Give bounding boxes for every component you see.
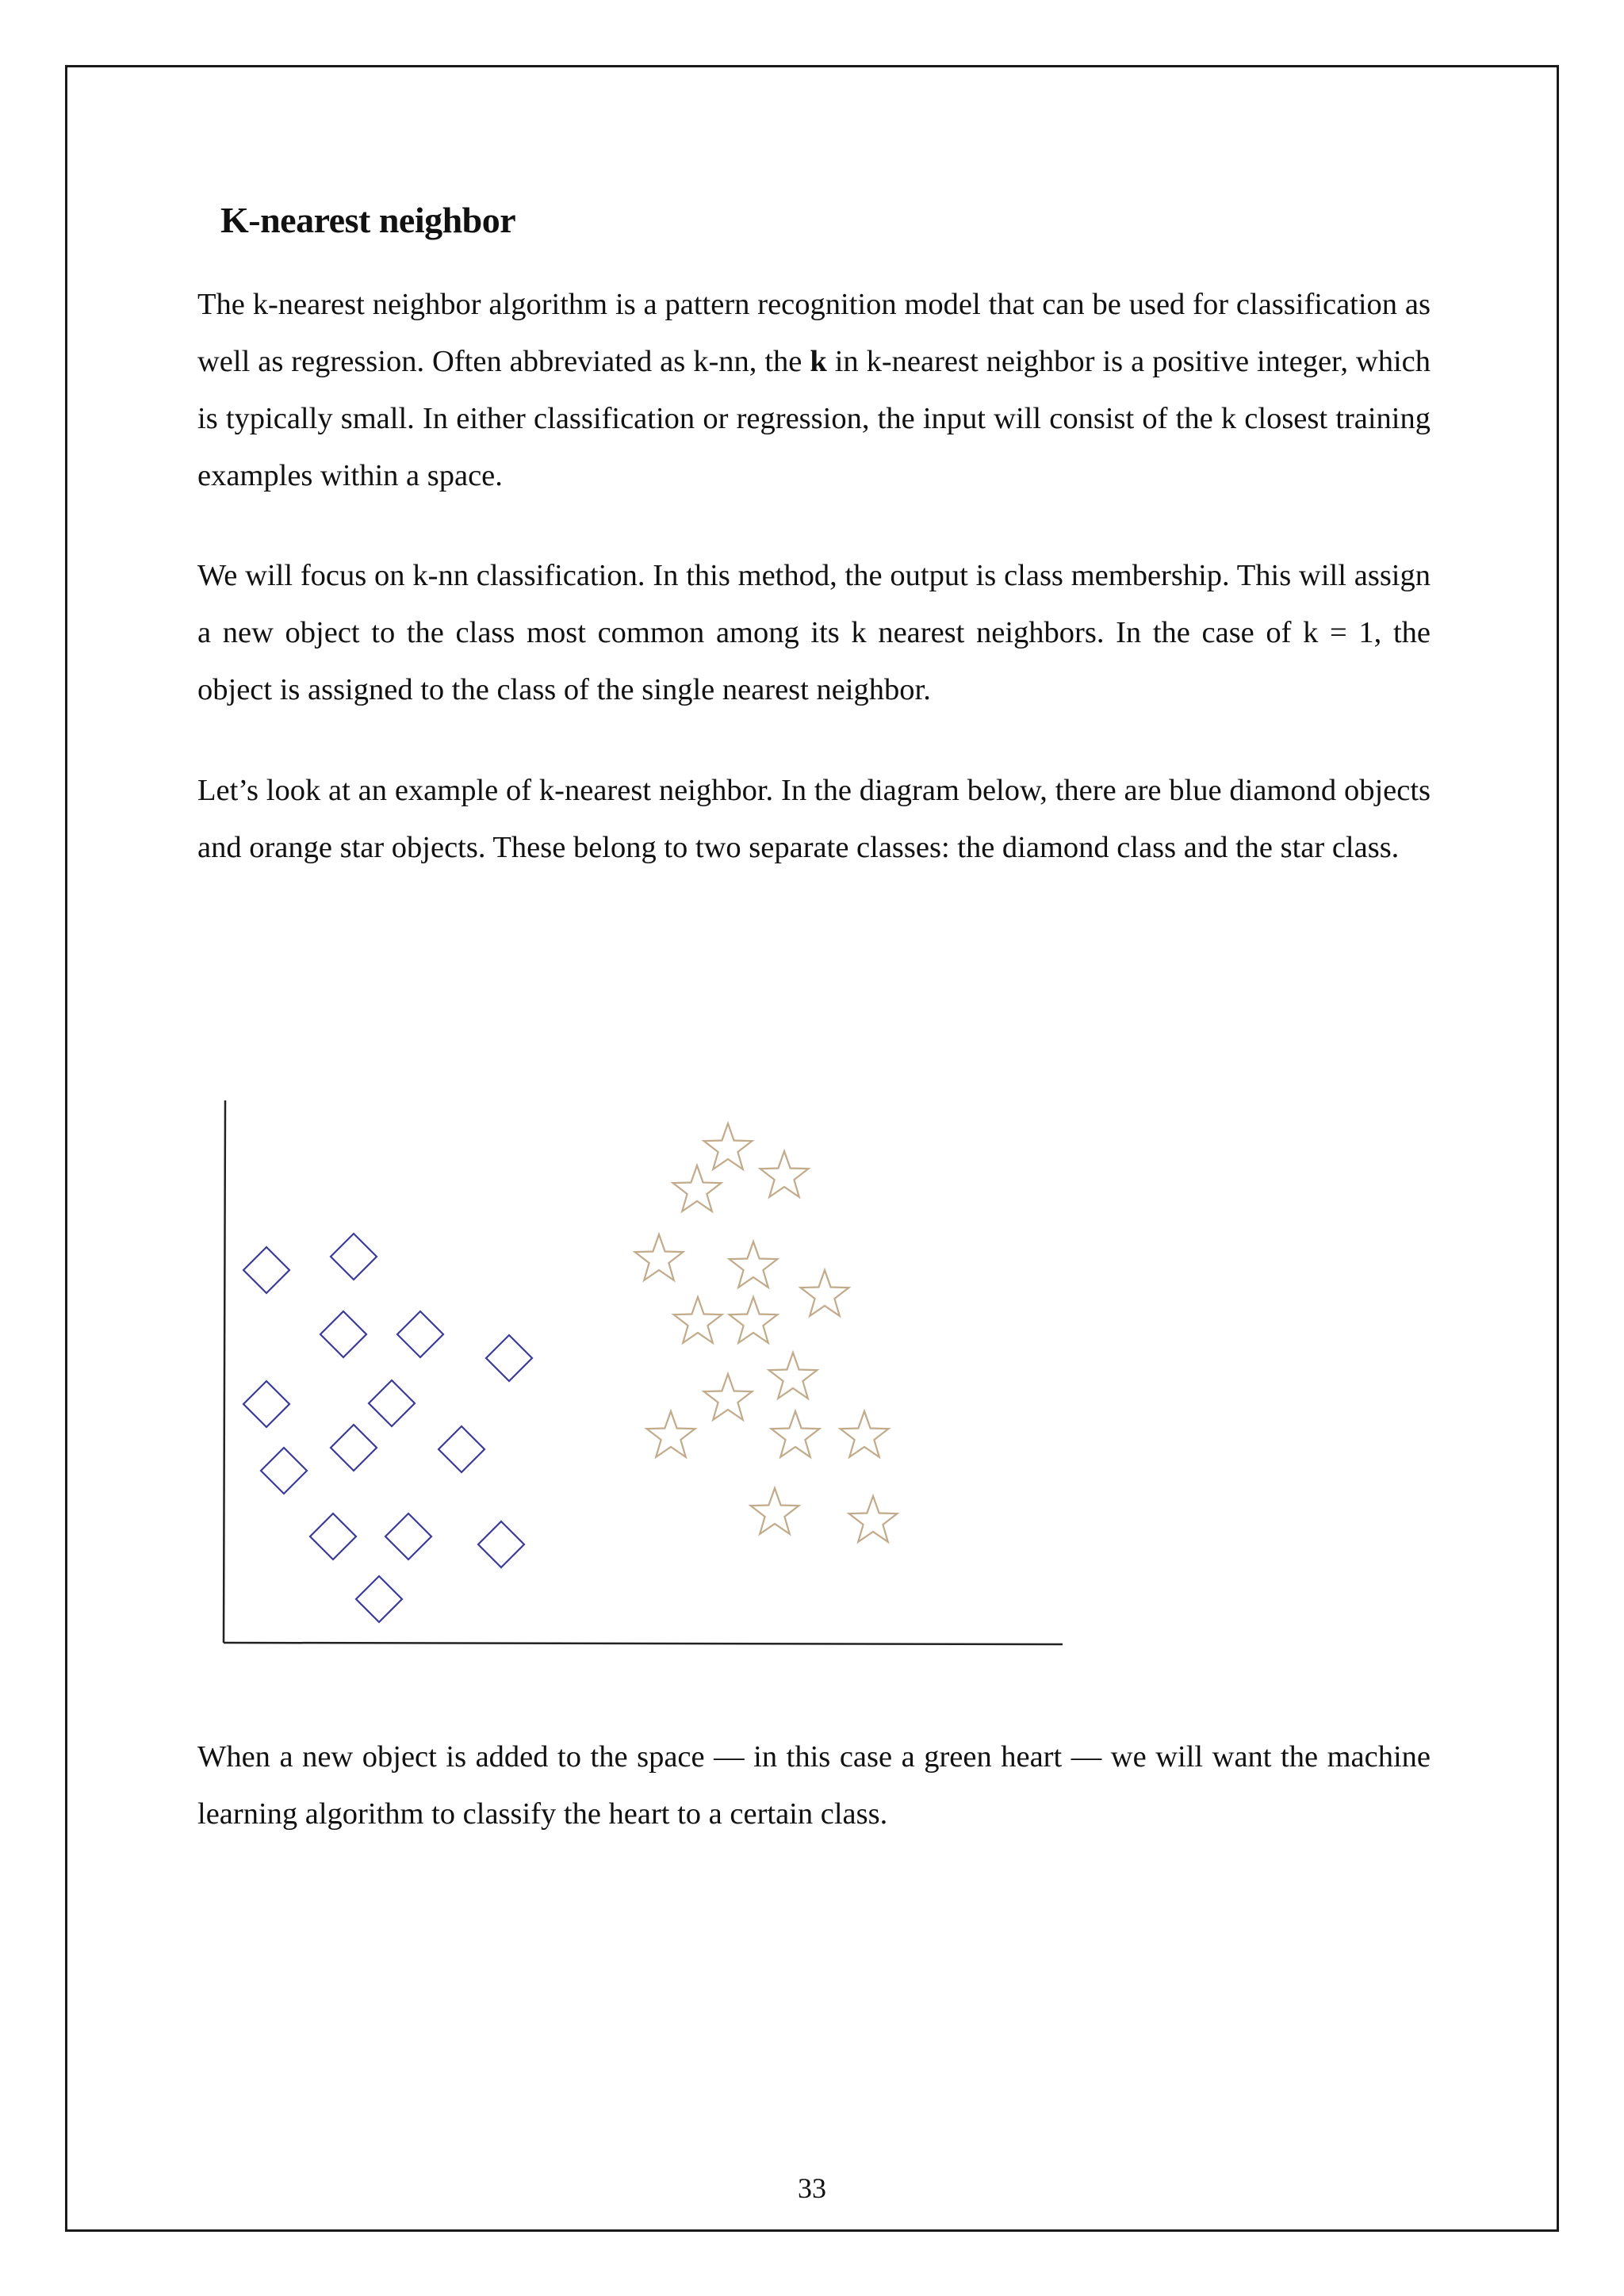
- paragraph-new-object: When a new object is added to the space — in this case a green heart — we will want the machine learning algorithm to classify the heart to a certain class.: [197, 1740, 1431, 1831]
- k-bold: k: [810, 345, 827, 378]
- intro-text-end: in k-nearest neighbor is a positive integer, which is typically small. In either classification or regression, the input will consist of the k closest training examples within a space.: [197, 345, 1431, 492]
- paragraph-intro: [197, 276, 1431, 504]
- paragraph-example: Let’s look at an example of k-nearest neighbor. In the diagram below, there are blue diamond objects and orange star objects. These belong to two separate classes: the diamond class and the star class.: [197, 774, 1431, 864]
- section-heading: K-nearest neighbor: [220, 200, 516, 240]
- page-number: 33: [798, 2172, 826, 2204]
- paragraph-classification: We will focus on k-nn classification. In this method, the output is class membership. This will assign a new object to the class most common among its k nearest neighbors. In the case of k = 1, the object is assigned to the class of the single nearest neighbor.: [197, 559, 1431, 706]
- intro-text-start: The k-nearest neighbor algorithm is a pattern recognition model that can be used for classification as well as regression. Often abbreviated as k-nn, the: [197, 288, 1431, 378]
